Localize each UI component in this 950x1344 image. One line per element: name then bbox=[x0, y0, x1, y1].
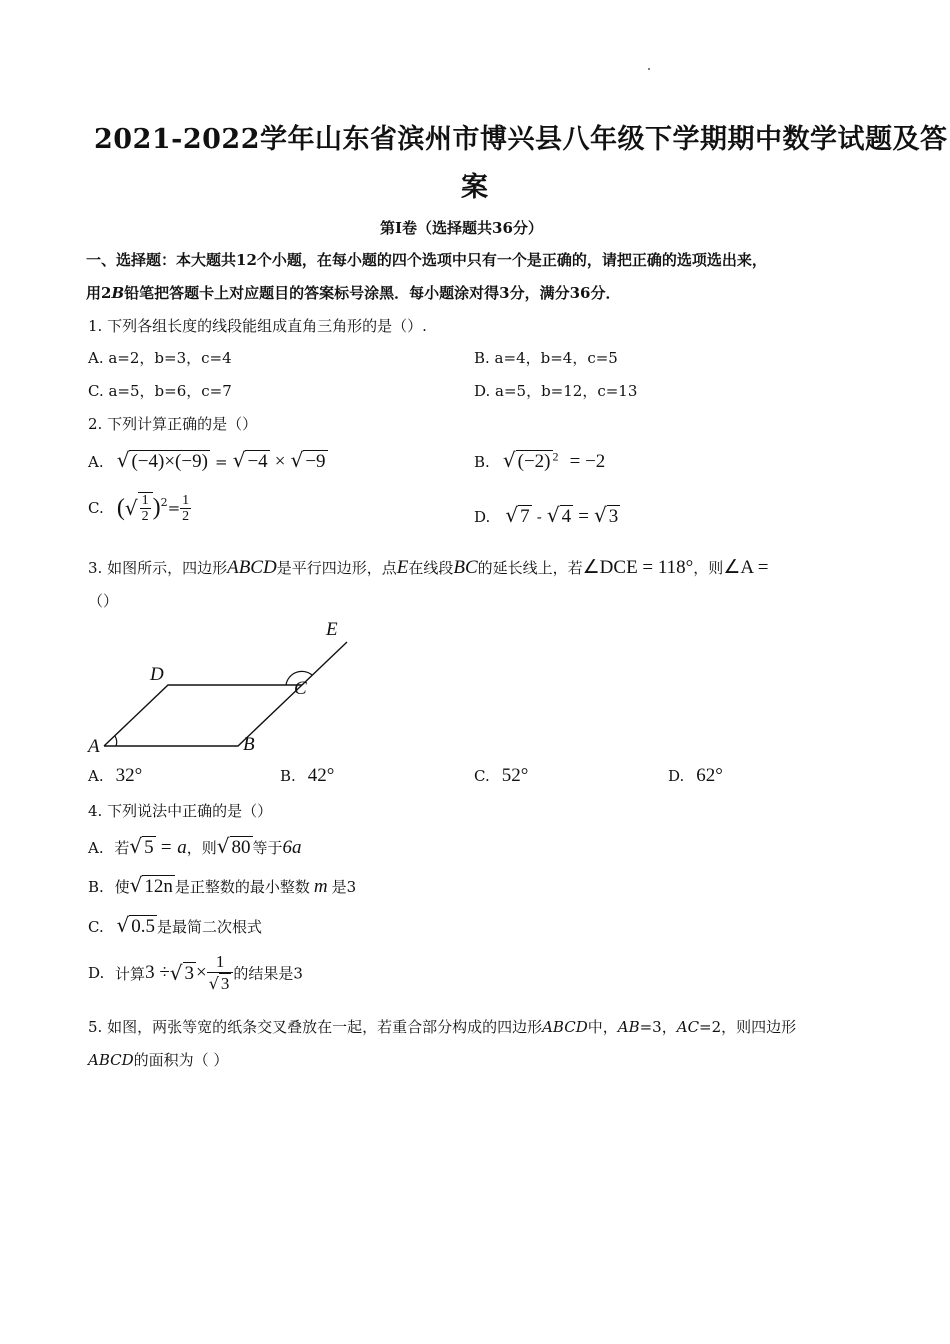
q1-option-d: D. a=5，b=12，c=13 bbox=[474, 382, 638, 400]
section-intro-line1: 一、选择题：本大题共12个小题，在每小题的四个选项中只有一个是正确的，请把正确的选项选出来， bbox=[86, 251, 767, 269]
q3-stem-line2: （） bbox=[88, 592, 119, 610]
parallelogram-abcd bbox=[104, 685, 302, 746]
q2-option-c: C. (√ $\frac{1}{2}$ )$^2$= $\frac{1}{2}$ bbox=[88, 492, 190, 524]
q4-stem: 4. 下列说法中正确的是（） bbox=[88, 802, 273, 820]
q4-option-d: D. 计算3 ÷√ 3 × $\frac{1}{√ 3}$ 的结果是3 bbox=[88, 952, 303, 993]
parallelogram-figure bbox=[80, 615, 380, 760]
label-e: E bbox=[326, 619, 338, 640]
q3-option-d: D. 62° bbox=[668, 765, 723, 786]
q1-option-a: A. a=2，b=3，c=4 bbox=[88, 349, 232, 367]
label-d: D bbox=[150, 664, 164, 685]
extension-line-ce bbox=[302, 642, 347, 685]
q5-line1: 5. 如图，两张等宽的纸条交叉叠放在一起，若重合部分构成的四边形ABCD中，AB=3，AC=2，则四边形 bbox=[88, 1018, 797, 1036]
q2-option-b: B. √ (−2) $^2$ = −2 bbox=[474, 448, 606, 472]
document-title-line2: 案 bbox=[461, 172, 489, 203]
section-intro-line2: 用2B铅笔把答题卡上对应题目的答案标号涂黑．每小题涂对得3分，满分36分． bbox=[86, 284, 621, 302]
angle-a-arc bbox=[115, 736, 117, 746]
q3-stem: 3. 如图所示，四边形ABCD是平行四边形，点E在线段BC的延长线上，若∠DCE = 118°，则∠A = bbox=[88, 557, 769, 578]
q4-option-a: A. 若√ 5 = a，则√ 80 等于6a bbox=[88, 834, 302, 858]
q1-option-c: C. a=5，b=6，c=7 bbox=[88, 382, 232, 400]
q2-option-a: A. √ (−4)×(−9) = √ −4 × √ −9 bbox=[88, 448, 326, 472]
q5-line2: ABCD的面积为（ ） bbox=[88, 1051, 229, 1069]
q2-option-d: D. √ 7 - √ 4 = √ 3 bbox=[474, 503, 619, 527]
q1-option-b: B. a=4，b=4，c=5 bbox=[474, 349, 618, 367]
label-a: A bbox=[88, 736, 100, 757]
section-heading: 第Ⅰ卷（选择题共36分） bbox=[380, 219, 543, 237]
label-b: B bbox=[243, 734, 255, 755]
label-c: C bbox=[294, 678, 307, 699]
q4-option-c: C. √ 0.5 是最简二次根式 bbox=[88, 913, 263, 937]
q3-option-a: A. 32° bbox=[88, 765, 143, 786]
q2-stem: 2. 下列计算正确的是（） bbox=[88, 415, 258, 433]
scan-dot bbox=[648, 68, 650, 70]
q4-option-b: B. 使√ 12n 是正整数的最小整数 m 是3 bbox=[88, 873, 357, 897]
q3-option-c: C. 52° bbox=[474, 765, 529, 786]
q1-stem: 1. 下列各组长度的线段能组成直角三角形的是（）. bbox=[88, 317, 427, 335]
q3-option-b: B. 42° bbox=[280, 765, 335, 786]
document-title-line1: 2021-2022学年山东省滨州市博兴县八年级下学期期中数学试题及答 bbox=[94, 124, 948, 155]
